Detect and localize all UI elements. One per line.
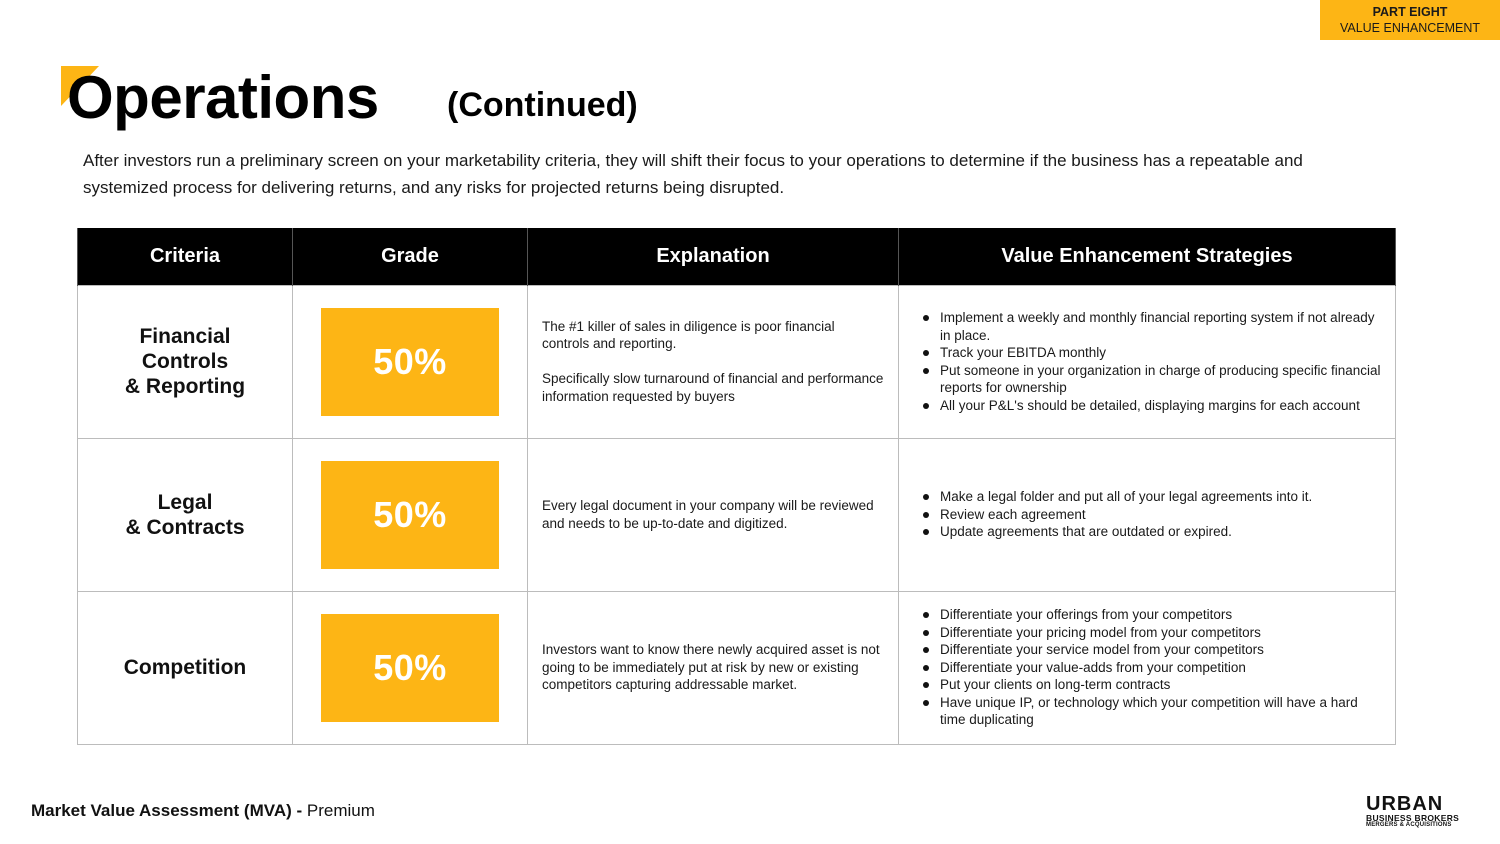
header-strategies: Value Enhancement Strategies: [899, 228, 1396, 285]
footer-label-bold: Market Value Assessment (MVA) -: [31, 801, 303, 820]
table-row: [78, 285, 1396, 438]
table-header-row: [78, 228, 1396, 285]
criteria-line: Competition: [123, 656, 247, 679]
header-explanation: Explanation: [528, 228, 899, 285]
explanation-cell: [528, 591, 899, 744]
grade-cell: [293, 591, 528, 744]
strategy-item: All your P&L's should be detailed, displaying margins for each account: [921, 397, 1381, 415]
strategy-item: Differentiate your service model from your competitors: [921, 641, 1381, 659]
strategy-item: Implement a weekly and monthly financial reporting system if not already in place.: [921, 309, 1381, 344]
page-subtitle: (Continued): [447, 86, 638, 124]
strategy-item: Review each agreement: [921, 506, 1381, 524]
logo-wordmark: URBAN: [1366, 793, 1444, 815]
page-title: Operations: [67, 64, 379, 131]
strategy-list: [921, 606, 1381, 729]
part-tag: [1320, 0, 1500, 40]
explanation-cell: [528, 285, 899, 438]
strategy-item: Track your EBITDA monthly: [921, 344, 1381, 362]
criteria-line: Controls: [141, 350, 229, 373]
criteria-cell: [78, 438, 293, 591]
strategies-cell: [899, 591, 1396, 744]
strategy-item: Differentiate your pricing model from your competitors: [921, 624, 1381, 642]
criteria-line: Financial: [139, 325, 231, 348]
part-title: VALUE ENHANCEMENT: [1339, 21, 1481, 35]
footer-label-regular: Premium: [306, 801, 375, 820]
grade-badge: 50%: [321, 614, 499, 722]
explanation-text: Specifically slow turnaround of financial and performance information requested by buyers: [542, 371, 884, 404]
strategies-cell: [899, 285, 1396, 438]
company-logo: [1366, 793, 1474, 831]
strategy-item: Differentiate your offerings from your competitors: [921, 606, 1381, 624]
strategy-item: Put someone in your organization in charge of producing specific financial reports for ownership: [921, 362, 1381, 397]
grade-badge: 50%: [321, 308, 499, 416]
criteria-line: & Reporting: [124, 375, 246, 398]
assessment-table: [77, 228, 1396, 745]
strategy-list: [921, 309, 1381, 414]
criteria-line: & Contracts: [125, 515, 245, 539]
criteria-line: Legal: [157, 490, 213, 514]
criteria-cell: [78, 591, 293, 744]
logo-tagline: BUSINESS BROKERS: [1366, 813, 1460, 823]
strategy-item: Update agreements that are outdated or expired.: [921, 523, 1381, 541]
part-number: PART EIGHT: [1372, 5, 1448, 19]
strategy-item: Have unique IP, or technology which your competition will have a hard time duplicating: [921, 694, 1381, 729]
explanation-text: Every legal document in your company will be reviewed and needs to be up-to-date and digitized.: [542, 498, 874, 531]
table-row: [78, 591, 1396, 744]
explanation-text: The #1 killer of sales in diligence is poor financial controls and reporting.: [542, 318, 835, 352]
grade-cell: [293, 438, 528, 591]
criteria-cell: [78, 285, 293, 438]
strategy-item: Differentiate your value-adds from your competition: [921, 659, 1381, 677]
footer-label: [31, 801, 375, 821]
strategy-list: [921, 488, 1381, 541]
explanation-text: Investors want to know there newly acquired asset is not going to be immediately put at risk by new or existing competitors capturing addressable market.: [542, 642, 880, 693]
grade-cell: [293, 285, 528, 438]
strategies-cell: [899, 438, 1396, 591]
strategy-item: Put your clients on long-term contracts: [921, 676, 1381, 694]
table-row: [78, 438, 1396, 591]
explanation-cell: [528, 438, 899, 591]
grade-badge: 50%: [321, 461, 499, 569]
logo-subtagline: MERGERS & ACQUISITIONS: [1366, 822, 1452, 828]
header-grade: Grade: [293, 228, 528, 285]
strategy-item: Make a legal folder and put all of your legal agreements into it.: [921, 488, 1381, 506]
header-criteria: Criteria: [78, 228, 293, 285]
intro-paragraph: After investors run a preliminary screen on your marketability criteria, they will shift their focus to your operations to determine if the business has a repeatable and systemized process for delivering returns, and any risks for projected returns being disrupted.: [83, 151, 1303, 197]
